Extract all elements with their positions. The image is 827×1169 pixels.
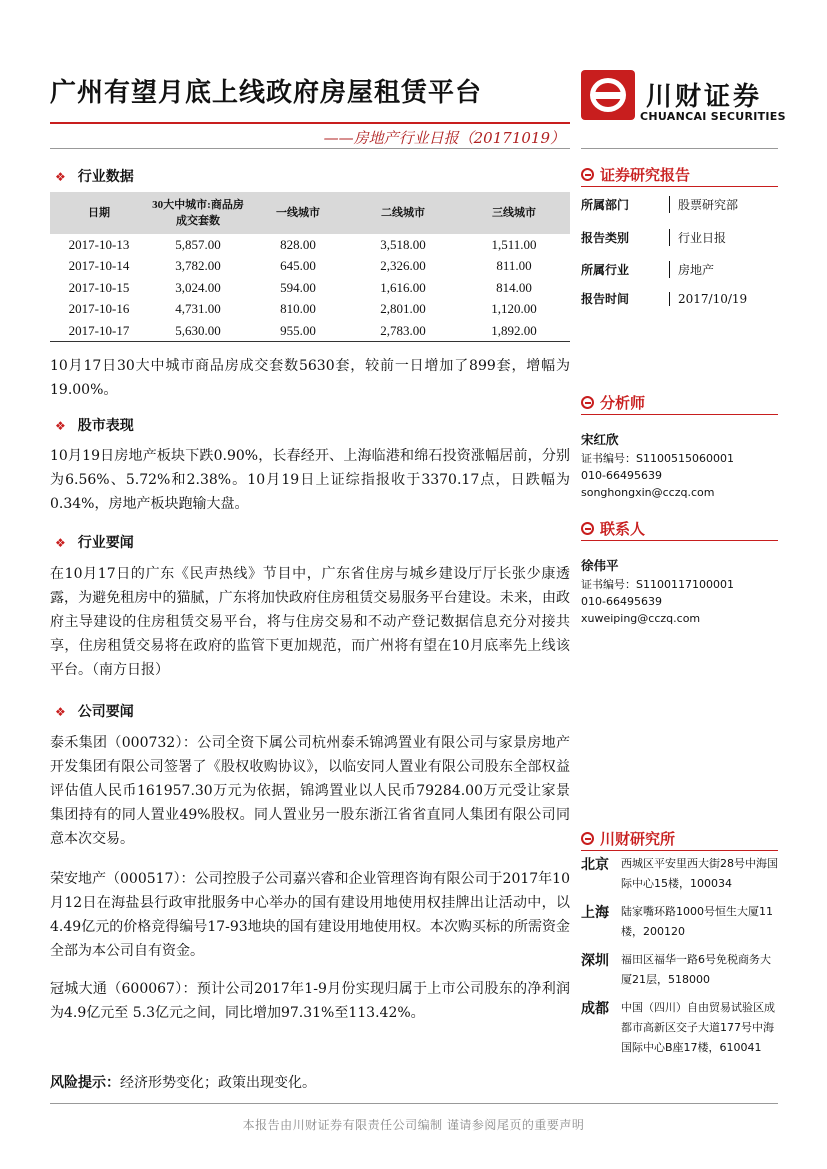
diamond-bullet-icon: ❖ — [55, 705, 66, 719]
info-row-date: 报告时间 2017/10/19 — [581, 292, 748, 306]
table-cell: 955.00 — [248, 320, 348, 342]
table-cell: 2017-10-13 — [68, 236, 130, 252]
table-row — [50, 299, 570, 321]
sidebar-top-divider — [581, 148, 778, 149]
table-header-cell: 二线城市 — [381, 207, 425, 219]
data-summary-paragraph: 10月17日30大中城市商品房成交套数5630套，较前一日增加了899套，增幅为19.00%。 — [50, 358, 570, 398]
industry-data-table — [50, 192, 570, 342]
company-news-guancheng: 冠城大通（600067）：预计公司2017年1-9月份实现归属于上市公司股东的净利润为4.9亿元至 5.3亿元之间，同比增加97.31%至113.42%。 — [50, 981, 570, 1021]
table-header-row — [50, 192, 570, 234]
table-cell: 2,801.00 — [380, 301, 426, 317]
table-cell: 4,731.00 — [175, 301, 221, 317]
footer-divider — [50, 1103, 778, 1104]
table-row — [50, 256, 570, 278]
chuancai-mark-icon — [581, 168, 594, 181]
stock-market-paragraph: 10月19日房地产板块下跌0.90%，长春经开、上海临港和绵石投资涨幅居前，分别为6.56%、5.72%和2.38%。10月19日上证综指报收于3370.17点，日跌幅为0.34%，房地产板块跑输大盘。 — [50, 448, 570, 512]
diamond-bullet-icon: ❖ — [55, 170, 66, 184]
analyst-name: 宋红欣 — [581, 432, 619, 447]
office-shenzhen — [581, 950, 781, 994]
diamond-bullet-icon: ❖ — [55, 419, 66, 433]
info-row-industry: 所属行业 房地产 — [581, 263, 715, 277]
analyst-phone: 010-66495639 — [581, 469, 662, 482]
office-city: 成都 — [581, 1001, 609, 1017]
table-row — [50, 234, 570, 256]
risk-warning — [50, 1072, 316, 1092]
info-row-category: 报告类别 行业日报 — [581, 231, 727, 245]
contact-email[interactable]: xuweiping@cczq.com — [581, 612, 701, 625]
report-header — [0, 0, 827, 150]
table-cell: 2,326.00 — [380, 258, 426, 274]
table-cell: 2017-10-16 — [68, 301, 130, 317]
table-cell: 2017-10-17 — [50, 320, 148, 342]
company-news-taihe: 泰禾集团（000732）：公司全资下属公司杭州泰禾锦鸿置业有限公司与家景房地产开发集团有限公司签署了《股权收购协议》，以临安同人置业有限公司股东全部权益评估值人民币161957.30万元为依据，锦鸿置业以人民币79284.00万元受让家景集团持有的同人置业49%股权。同人置业另一股东浙江省省直同人集团有限公司同意本次交易。 — [50, 735, 570, 847]
table-header-cell: 30大中城市:商品房成交套数 — [152, 199, 244, 227]
chuancai-logo-icon — [581, 70, 635, 120]
sidebar-divider — [581, 414, 778, 415]
office-address: 西城区平安里西大街28号中海国际中心15楼，100034 — [621, 857, 778, 890]
office-address: 福田区福华一路6号免税商务大厦21层，518000 — [621, 953, 771, 986]
office-beijing — [581, 854, 781, 898]
table-cell: 1,892.00 — [458, 320, 570, 342]
subtitle-divider — [50, 148, 570, 149]
table-header-cell: 日期 — [88, 207, 110, 219]
title-divider — [50, 122, 570, 124]
chuancai-mark-icon — [581, 832, 594, 845]
analyst-email[interactable]: songhongxin@cczq.com — [581, 486, 715, 499]
section-heading-stock-market: ❖ 股市表现 — [55, 418, 134, 434]
table-cell: 3,518.00 — [380, 236, 426, 252]
report-title: 广州有望月底上线政府房屋租赁平台 — [50, 78, 483, 108]
contact-cert: 证书编号：S1100117100001 — [581, 578, 734, 591]
contact-card — [581, 556, 781, 627]
table-cell: 5,630.00 — [148, 320, 248, 342]
info-row-department: 所属部门 股票研究部 — [581, 198, 739, 212]
chuancai-mark-icon — [581, 396, 594, 409]
table-cell: 2017-10-15 — [68, 279, 130, 295]
contact-phone: 010-66495639 — [581, 595, 662, 608]
section-heading-industry-news: ❖ 行业要闻 — [55, 535, 134, 551]
office-address: 中国（四川）自由贸易试验区成都市高新区交子大道177号中海国际中心B座17楼，610041 — [621, 1001, 775, 1054]
table-cell: 645.00 — [280, 258, 316, 274]
table-row — [50, 277, 570, 299]
table-cell: 2017-10-14 — [68, 258, 130, 274]
sidebar-heading-institute: 川财研究所 — [581, 828, 675, 849]
table-cell: 2,783.00 — [348, 320, 458, 342]
table-header-cell: 一线城市 — [276, 207, 320, 219]
logo-english-name: CHUANCAI SECURITIES — [640, 110, 786, 123]
office-address: 陆家嘴环路1000号恒生大厦11楼，200120 — [621, 905, 773, 938]
table-cell: 810.00 — [280, 301, 316, 317]
sidebar-heading-analyst: 分析师 — [581, 392, 645, 413]
table-cell: 3,024.00 — [175, 279, 221, 295]
table-header-cell: 三线城市 — [492, 207, 536, 219]
sidebar-divider — [581, 540, 778, 541]
office-city: 上海 — [581, 905, 609, 921]
table-cell: 5,857.00 — [175, 236, 221, 252]
sidebar-divider — [581, 850, 778, 851]
table-cell: 811.00 — [496, 258, 532, 274]
company-news-rongan: 荣安地产（000517）：公司控股子公司嘉兴睿和企业管理咨询有限公司于2017年10月12日在海盐县行政审批服务中心举办的国有建设用地使用权挂牌出让活动中，以4.49亿元的价格竞得编号17-93地块的国有建设用地使用权。本次购买标的所需资金全部为本公司自有资金。 — [50, 871, 570, 959]
office-city: 深圳 — [581, 953, 609, 969]
section-heading-industry-data: ❖ 行业数据 — [55, 169, 134, 185]
risk-label: 风险提示： — [50, 1075, 120, 1091]
footer-disclaimer: 本报告由川财证券有限责任公司编制 谨请参阅尾页的重要声明 — [242, 1118, 585, 1132]
chuancai-mark-icon — [581, 522, 594, 535]
sidebar-divider — [581, 186, 778, 187]
diamond-bullet-icon: ❖ — [55, 536, 66, 550]
industry-news-paragraph: 在10月17日的广东《民声热线》节目中，广东省住房与城乡建设厅厅长张少康透露，为避免租房中的猫腻，广东将加快政府住房租赁交易服务平台建设。未来，由政府主导建设的住房租赁交易平台，将与住房交易和不动产登记数据信息充分对接共享，住房租赁交易将在政府的监管下更加规范，而广州将有望在10月底率先上线该平台。（南方日报） — [50, 566, 570, 678]
office-city: 北京 — [581, 857, 609, 873]
sidebar-heading-contact: 联系人 — [581, 518, 645, 539]
table-cell: 1,120.00 — [491, 301, 537, 317]
section-heading-company-news: ❖ 公司要闻 — [55, 704, 134, 720]
table-cell: 828.00 — [280, 236, 316, 252]
analyst-cert: 证书编号：S1100515060001 — [581, 452, 734, 465]
table-cell: 814.00 — [496, 279, 532, 295]
risk-text: 经济形势变化；政策出现变化。 — [120, 1075, 316, 1091]
contact-name: 徐伟平 — [581, 558, 619, 573]
table-cell: 594.00 — [280, 279, 316, 295]
analyst-card — [581, 430, 781, 501]
report-subtitle: ——房地产行业日报（20171019） — [323, 129, 565, 147]
table-cell: 1,616.00 — [380, 279, 426, 295]
table-row — [50, 320, 570, 342]
office-chengdu — [581, 998, 781, 1082]
sidebar-heading-research-report: 证券研究报告 — [581, 164, 690, 185]
table-cell: 1,511.00 — [491, 236, 537, 252]
logo-chinese-name: 川财证券 — [646, 82, 763, 112]
table-cell: 3,782.00 — [175, 258, 221, 274]
office-shanghai — [581, 902, 781, 946]
